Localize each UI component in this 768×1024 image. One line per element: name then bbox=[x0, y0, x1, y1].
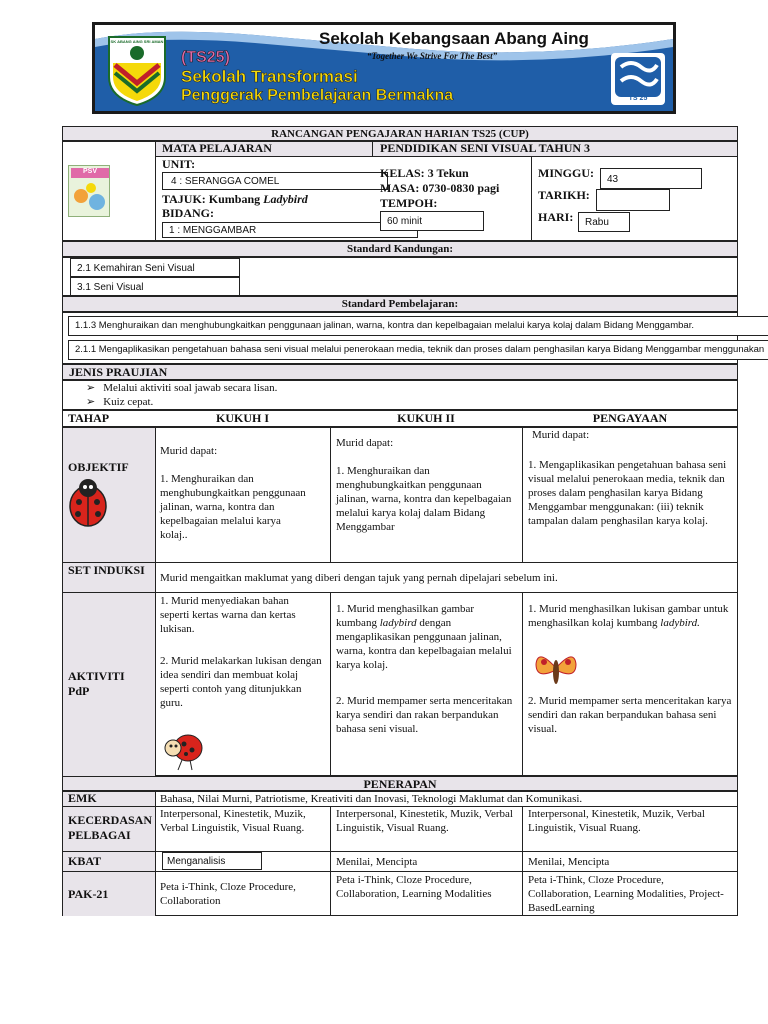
book-cover-image bbox=[68, 165, 110, 217]
tajuk-italic: Ladybird bbox=[263, 192, 308, 206]
tarikh-value[interactable] bbox=[596, 189, 670, 211]
obj-k2-text: 1. Menghuraikan dan menghubungkaitkan penggunaan jalinan, warna, kontra dan kepelbagaian melalui karya kolaj dalam Bidang Menggambar bbox=[336, 465, 512, 533]
kbat-label: KBAT bbox=[68, 854, 102, 868]
masa-text: MASA: 0730-0830 pagi bbox=[380, 181, 500, 195]
col-tahap: TAHAP bbox=[68, 411, 110, 425]
sp-heading: Standard Pembelajaran: bbox=[62, 296, 738, 312]
hari-value[interactable]: Rabu bbox=[578, 212, 630, 232]
ladybird-cartoon-icon bbox=[160, 726, 206, 772]
minggu-label: MINGGU: bbox=[538, 166, 594, 180]
kbat-k1: Menganalisis bbox=[162, 852, 262, 870]
ts25-logo-icon bbox=[611, 53, 665, 105]
col-kukuh1: KUKUH I bbox=[215, 411, 269, 425]
obj-k1-text: 1. Menghuraikan dan menghubungkaitkan penggunaan jalinan, warna, kontra dan kepelbagaian melalui karya kolaj.. bbox=[160, 473, 306, 541]
aktiviti-label: AKTIVITI PdP bbox=[68, 669, 125, 698]
obj-k1-intro: Murid dapat: bbox=[160, 445, 218, 457]
pentaksiran-item: ➢ Kuiz cepat. bbox=[66, 395, 277, 409]
minggu-value[interactable]: 43 bbox=[600, 168, 702, 189]
pak-p: Peta i-Think, Cloze Procedure, Collaboration, Learning Modalities, Project-BasedLearning bbox=[528, 874, 724, 914]
pentaksiran-list bbox=[66, 381, 277, 409]
bidang-value: 1 : MENGGAMBAR bbox=[162, 222, 418, 238]
pak-label: PAK-21 bbox=[68, 887, 109, 901]
book-cover-text: PSV bbox=[82, 168, 97, 175]
obj-p-text: 1. Mengaplikasikan pengetahuan bahasa seni visual melalui penerokaan media, teknik dan proses dalam penghasilan karya Bidang Menggambar menggunakan: (iii) teknik tampalan dalam penghasilan karya kolaj. bbox=[528, 459, 727, 527]
set-induksi-label: SET INDUKSI bbox=[68, 563, 145, 577]
emk-text: Bahasa, Nilai Murni, Patriotisme, Kreativiti dan Inovasi, Teknologi Maklumat dan Komunikasi. bbox=[160, 793, 583, 805]
akt-k1-2: 2. Murid melakarkan lukisan dengan idea sendiri dan membuat kolaj seperti contoh yang ditunjukkan guru. bbox=[160, 655, 322, 709]
pentaksiran-heading: JENIS PRAUJIAN bbox=[62, 364, 738, 380]
akt-p-2: 2. Murid mempamer serta menceritakan karya sendiri dan rakan berpandukan bahasa seni visual. bbox=[528, 695, 732, 735]
tempoh-value[interactable]: 60 minit bbox=[380, 211, 484, 231]
kp-label: KECERDASAN PELBAGAI bbox=[68, 813, 153, 842]
obj-k2-intro: Murid dapat: bbox=[336, 437, 394, 449]
kp-k2: Interpersonal, Kinestetik, Muzik, Verbal Linguistik, Visual Ruang. bbox=[336, 808, 513, 834]
ladybird-icon bbox=[66, 476, 110, 528]
akt-p-1-italic: ladybird. bbox=[660, 617, 700, 629]
unit-label: UNIT: bbox=[162, 157, 196, 171]
ts-title: Sekolah Transformasi bbox=[181, 67, 358, 86]
kbat-k2: Menilai, Mencipta bbox=[336, 856, 418, 868]
crest-text: SK ABANG AING SRI AMAN bbox=[110, 39, 164, 44]
unit-value: 4 : SERANGGA COMEL bbox=[162, 172, 388, 190]
obj-p-intro: Murid dapat: bbox=[532, 429, 590, 441]
kelas-text: KELAS: 3 Tekun bbox=[380, 166, 469, 180]
sp-item-1: 1.1.3 Menghuraikan dan menghubungkaitkan penggunaan jalinan, warna, kontra dan kepelbagaian melalui karya kolaj dalam Bidang Menggambar. bbox=[68, 316, 768, 336]
col-pengayaan: PENGAYAAN bbox=[592, 411, 668, 425]
tajuk-label: TAJUK: Kumbang Ladybird bbox=[162, 192, 308, 206]
school-banner bbox=[92, 22, 676, 114]
pentaksiran-item: ➢ Melalui aktiviti soal jawab secara lisan. bbox=[66, 381, 277, 395]
penerapan-heading: PENERAPAN bbox=[62, 776, 738, 791]
sk-item-2: 3.1 Seni Visual bbox=[70, 277, 240, 296]
akt-k1-1: 1. Murid menyediakan bahan seperti kertas warna dan kertas lukisan. bbox=[160, 595, 296, 635]
emk-label: EMK bbox=[68, 791, 97, 805]
set-induksi-text: Murid mengaitkan maklumat yang diberi dengan tajuk yang pernah dipelajari sebelum ini. bbox=[160, 572, 558, 584]
doc-title: RANCANGAN PENGAJARAN HARIAN TS25 (CUP) bbox=[62, 126, 738, 141]
tarikh-label: TARIKH: bbox=[538, 188, 590, 202]
kp-k1: Interpersonal, Kinestetik, Muzik, Verbal Linguistik, Visual Ruang. bbox=[160, 808, 306, 834]
school-name: Sekolah Kebangsaan Abang Aing bbox=[319, 29, 589, 48]
mata-label: MATA PELAJARAN bbox=[162, 141, 272, 155]
akt-k2-1: 1. Murid menghasilkan gambar kumbang ladybird dengan mengaplikasikan penggunaan jalinan, warna, kontra dan kepelbagaian melalui karya kolaj. bbox=[336, 603, 512, 671]
hari-label: HARI: bbox=[538, 210, 574, 224]
school-motto: “Together We Strive For The Best” bbox=[367, 51, 498, 61]
pak-k1: Peta i-Think, Cloze Procedure, Collaboration bbox=[160, 881, 296, 907]
tempoh-label: TEMPOH: bbox=[380, 196, 438, 210]
ts25-logo-text: TS 25 bbox=[628, 95, 648, 102]
school-crest-icon bbox=[103, 33, 171, 107]
col-kukuh2: KUKUH II bbox=[397, 411, 455, 425]
sk-heading: Standard Kandungan: bbox=[62, 241, 738, 257]
akt-p-1: 1. Murid menghasilkan lukisan gambar untuk menghasilkan kolaj kumbang ladybird. bbox=[528, 603, 729, 629]
objektif-label: OBJEKTIF bbox=[68, 460, 129, 474]
sk-item-1: 2.1 Kemahiran Seni Visual bbox=[70, 258, 240, 277]
mata-value: PENDIDIKAN SENI VISUAL TAHUN 3 bbox=[380, 141, 591, 155]
kp-p: Interpersonal, Kinestetik, Muzik, Verbal Linguistik, Visual Ruang. bbox=[528, 808, 705, 834]
sp-item-2: 2.1.1 Mengaplikasikan pengetahuan bahasa seni visual melalui penerokaan media, teknik dan proses dalam penghasilan karya Bidang Menggambar menggunakan bbox=[68, 340, 768, 360]
kbat-p: Menilai, Mencipta bbox=[528, 856, 610, 868]
akt-k2-1-italic: ladybird bbox=[379, 617, 417, 629]
bidang-label: BIDANG: bbox=[162, 206, 215, 220]
akt-k2-2: 2. Murid mempamer serta menceritakan karya sendiri dan rakan berpandukan bahasa seni visual. bbox=[336, 695, 513, 735]
butterfly-ladybird-icon bbox=[532, 646, 580, 690]
pak-k2: Peta i-Think, Cloze Procedure, Collaboration, Learning Modalities bbox=[336, 874, 492, 900]
ts-subtitle: Penggerak Pembelajaran Bermakna bbox=[181, 87, 454, 104]
ts25-label: (TS25) bbox=[181, 49, 230, 66]
